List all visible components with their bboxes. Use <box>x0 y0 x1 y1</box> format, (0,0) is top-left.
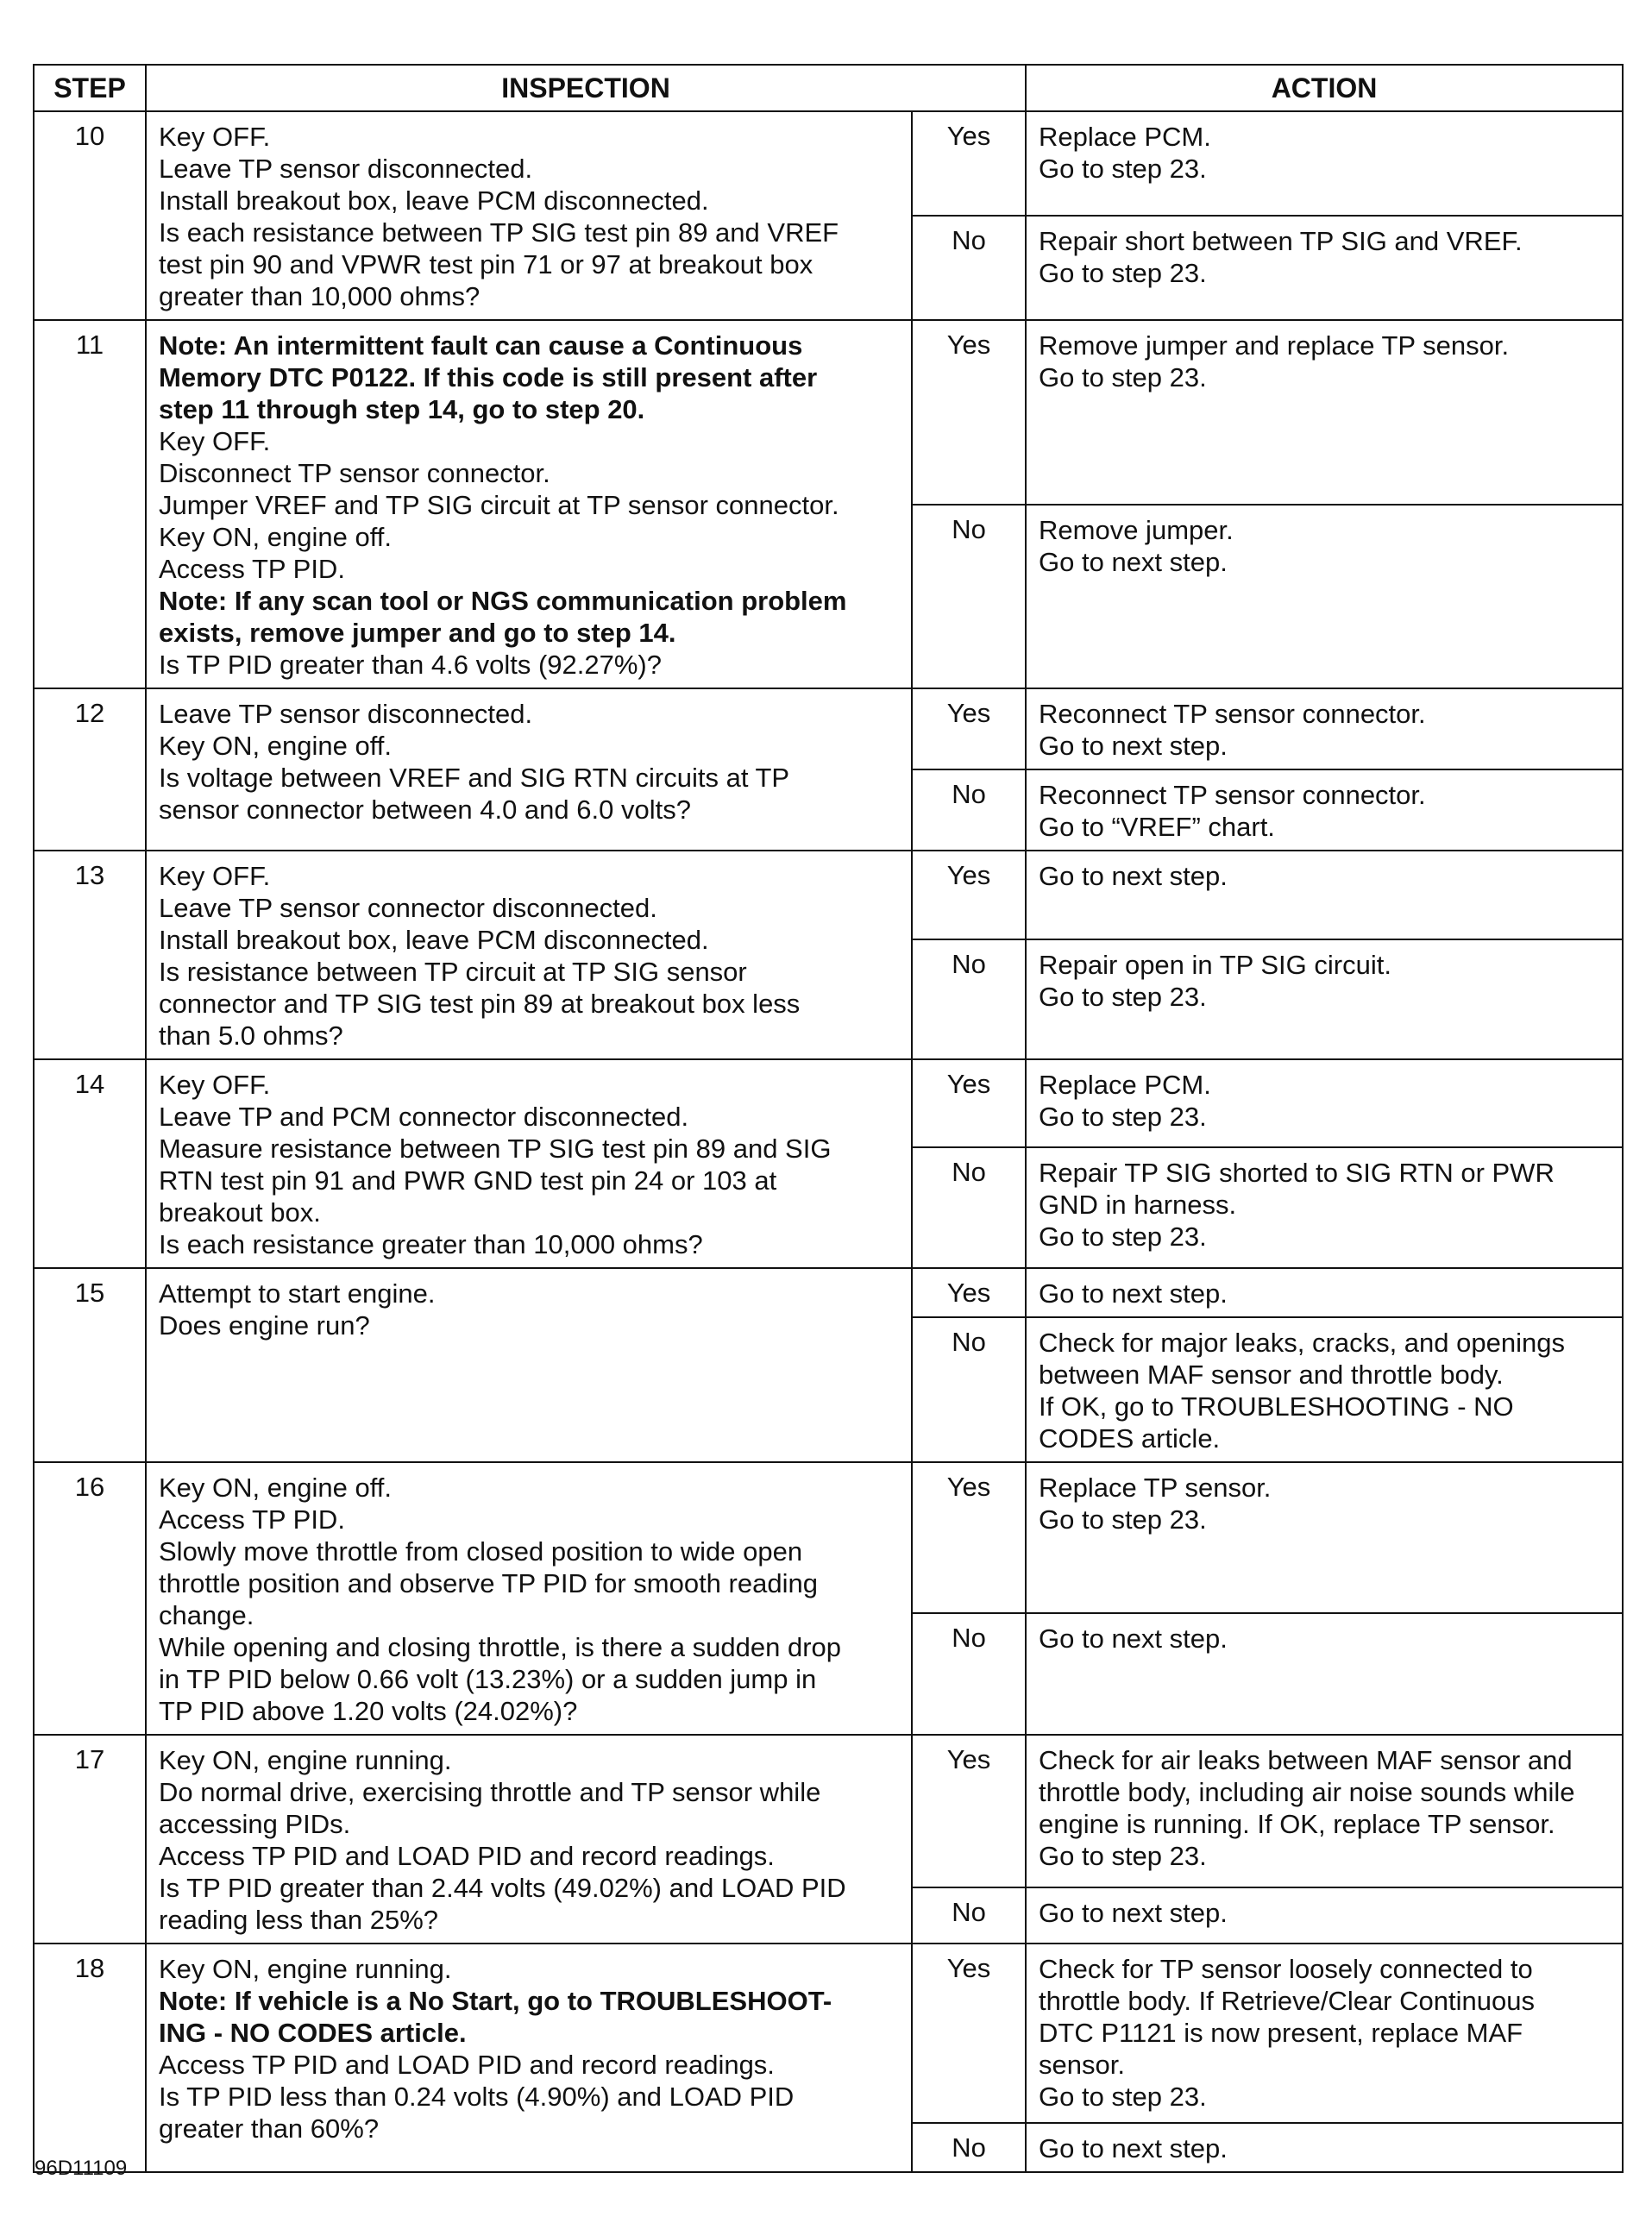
inspection-line: RTN test pin 91 and PWR GND test pin 24 or 103 at <box>159 1165 777 1196</box>
action-line: Replace TP sensor. <box>1039 1473 1272 1503</box>
inspection-line: Access TP PID and LOAD PID and record readings. <box>159 1841 775 1871</box>
table-row <box>34 1944 1623 2123</box>
action-cell <box>1026 851 1623 939</box>
action-cell <box>1026 505 1623 689</box>
answer-cell: Yes <box>912 851 1026 939</box>
action-line: Check for air leaks between MAF sensor and <box>1039 1745 1573 1775</box>
header-action: ACTION <box>1026 65 1623 111</box>
action-cell <box>1026 939 1623 1059</box>
inspection-line: Key ON, engine off. <box>159 1473 392 1503</box>
inspection-line: Disconnect TP sensor connector. <box>159 458 550 488</box>
action-line: Check for major leaks, cracks, and openings <box>1039 1328 1565 1358</box>
inspection-line: greater than 60%? <box>159 2113 380 2144</box>
table-row <box>34 111 1623 216</box>
action-line: Go to next step. <box>1039 1623 1228 1655</box>
step-number: 18 <box>34 1944 146 2172</box>
action-line: Reconnect TP sensor connector. <box>1039 699 1426 729</box>
action-line: Go to step 23. <box>1039 981 1207 1012</box>
inspection-line: Is resistance between TP circuit at TP SIG sensor <box>159 957 747 987</box>
inspection-note: Note: An intermittent fault can cause a Continuous <box>159 330 803 361</box>
inspection-line: Is voltage between VREF and SIG RTN circuits at TP <box>159 763 790 793</box>
step-number: 14 <box>34 1059 146 1268</box>
inspection-line: accessing PIDs. <box>159 1809 351 1839</box>
inspection-line: than 5.0 ohms? <box>159 1020 343 1051</box>
action-line: engine is running. If OK, replace TP sensor. <box>1039 1809 1555 1839</box>
action-line: Go to step 23. <box>1039 1221 1207 1252</box>
inspection-line: Jumper VREF and TP SIG circuit at TP sensor connector. <box>159 490 839 520</box>
table-row <box>34 1268 1623 1317</box>
action-line: Go to next step. <box>1039 1278 1228 1309</box>
answer-cell: Yes <box>912 1735 1026 1887</box>
inspection-line: Do normal drive, exercising throttle and TP sensor while <box>159 1777 821 1807</box>
action-line: Replace PCM. <box>1039 122 1211 152</box>
action-line: throttle body. If Retrieve/Clear Continuous <box>1039 1986 1535 2016</box>
action-line: DTC P1121 is now present, replace MAF <box>1039 2018 1523 2048</box>
inspection-line: Is TP PID greater than 2.44 volts (49.02%) and LOAD PID <box>159 1873 846 1903</box>
action-cell <box>1026 688 1623 769</box>
inspection-line: Leave TP sensor disconnected. <box>159 699 533 729</box>
action-line: Go to next step. <box>1039 731 1228 761</box>
inspection-note: step 11 through step 14, go to step 20. <box>159 394 645 424</box>
action-cell <box>1026 2123 1623 2172</box>
action-cell <box>1026 1147 1623 1268</box>
inspection-note: Note: If any scan tool or NGS communication problem <box>159 586 847 616</box>
answer-cell: Yes <box>912 320 1026 505</box>
inspection-line: Is each resistance between TP SIG test pin 89 and VREF <box>159 217 839 248</box>
inspection-line: sensor connector between 4.0 and 6.0 volts? <box>159 794 691 825</box>
table-row <box>34 688 1623 769</box>
diagnostic-table <box>33 64 1624 2173</box>
action-line: Go to next step. <box>1039 861 1228 891</box>
action-line: Go to step 23. <box>1039 154 1207 184</box>
inspection-note: Note: If vehicle is a No Start, go to TROUBLESHOOT- <box>159 1986 832 2016</box>
inspection-line: Access TP PID and LOAD PID and record readings. <box>159 2050 775 2080</box>
inspection-line: connector and TP SIG test pin 89 at breakout box less <box>159 989 801 1019</box>
answer-cell: No <box>912 216 1026 320</box>
answer-cell: No <box>912 1613 1026 1735</box>
inspection-line: Key OFF. <box>159 861 271 891</box>
inspection-cell <box>146 1268 912 1462</box>
inspection-line: breakout box. <box>159 1197 321 1228</box>
header-inspection: INSPECTION <box>146 65 1026 111</box>
inspection-line: Key OFF. <box>159 1070 271 1100</box>
step-number: 13 <box>34 851 146 1059</box>
figure-id: 96D11109 <box>35 2157 128 2180</box>
inspection-line: Is TP PID less than 0.24 volts (4.90%) and LOAD PID <box>159 2082 795 2112</box>
action-line: Reconnect TP sensor connector. <box>1039 780 1426 810</box>
action-cell <box>1026 1268 1623 1317</box>
inspection-line: Install breakout box, leave PCM disconnected. <box>159 185 709 216</box>
action-line: Remove jumper and replace TP sensor. <box>1039 330 1510 361</box>
table-row <box>34 1462 1623 1613</box>
action-line: Go to next step. <box>1039 1897 1228 1928</box>
inspection-line: Access TP PID. <box>159 1504 345 1535</box>
action-cell <box>1026 1462 1623 1613</box>
table-row <box>34 851 1623 939</box>
inspection-line: Slowly move throttle from closed position to wide open <box>159 1536 803 1567</box>
inspection-line: Leave TP and PCM connector disconnected. <box>159 1102 689 1132</box>
action-cell <box>1026 1735 1623 1887</box>
answer-cell: No <box>912 505 1026 689</box>
header-row <box>34 65 1623 111</box>
inspection-line: Install breakout box, leave PCM disconnected. <box>159 925 709 955</box>
inspection-line: test pin 90 and VPWR test pin 71 or 97 at breakout box <box>159 249 813 279</box>
answer-cell: Yes <box>912 1268 1026 1317</box>
inspection-line: Leave TP sensor disconnected. <box>159 154 533 184</box>
header-step: STEP <box>34 65 146 111</box>
answer-cell: No <box>912 769 1026 851</box>
step-number: 11 <box>34 320 146 688</box>
action-cell <box>1026 1613 1623 1735</box>
inspection-cell <box>146 1462 912 1735</box>
action-line: Repair open in TP SIG circuit. <box>1039 949 1391 980</box>
inspection-cell <box>146 1735 912 1944</box>
inspection-line: TP PID above 1.20 volts (24.02%)? <box>159 1696 578 1726</box>
action-cell <box>1026 1059 1623 1147</box>
answer-cell: Yes <box>912 1059 1026 1147</box>
action-cell <box>1026 1944 1623 2123</box>
inspection-line: Key ON, engine off. <box>159 731 392 761</box>
action-line: Go to step 23. <box>1039 2082 1207 2112</box>
answer-cell: Yes <box>912 111 1026 216</box>
inspection-line: Key OFF. <box>159 426 271 456</box>
table-row <box>34 1059 1623 1147</box>
diagnostic-table-container <box>33 64 1622 2173</box>
answer-cell: Yes <box>912 688 1026 769</box>
inspection-line: in TP PID below 0.66 volt (13.23%) or a sudden jump in <box>159 1664 817 1694</box>
step-number: 10 <box>34 111 146 320</box>
action-line: GND in harness. <box>1039 1189 1237 1220</box>
inspection-note: ING - NO CODES article. <box>159 2018 467 2048</box>
answer-cell: Yes <box>912 1462 1026 1613</box>
inspection-line: Leave TP sensor connector disconnected. <box>159 893 657 923</box>
action-cell <box>1026 216 1623 320</box>
action-line: Go to step 23. <box>1039 258 1207 288</box>
action-line: Repair short between TP SIG and VREF. <box>1039 226 1523 256</box>
inspection-line: Access TP PID. <box>159 554 345 584</box>
inspection-line: Is TP PID greater than 4.6 volts (92.27%)? <box>159 650 662 680</box>
action-cell <box>1026 769 1623 851</box>
inspection-line: greater than 10,000 ohms? <box>159 281 481 311</box>
action-cell <box>1026 320 1623 505</box>
action-line: Go to step 23. <box>1039 362 1207 392</box>
inspection-line: Key ON, engine running. <box>159 1954 452 1984</box>
answer-cell: No <box>912 939 1026 1059</box>
table-row <box>34 1735 1623 1887</box>
action-line: Go to next step. <box>1039 546 1228 577</box>
inspection-line: Is each resistance greater than 10,000 ohms? <box>159 1229 703 1259</box>
action-line: Replace PCM. <box>1039 1070 1211 1100</box>
action-line: between MAF sensor and throttle body. <box>1039 1360 1504 1390</box>
action-line: throttle body, including air noise sounds while <box>1039 1777 1575 1807</box>
table-row <box>34 320 1623 505</box>
inspection-line: Key OFF. <box>159 122 271 152</box>
inspection-cell <box>146 111 912 320</box>
inspection-line: Measure resistance between TP SIG test pin 89 and SIG <box>159 1133 832 1164</box>
inspection-cell <box>146 320 912 688</box>
action-line: CODES article. <box>1039 1423 1221 1454</box>
action-line: If OK, go to TROUBLESHOOTING - NO <box>1039 1391 1514 1422</box>
action-cell <box>1026 1317 1623 1462</box>
inspection-cell <box>146 688 912 851</box>
inspection-cell <box>146 1944 912 2172</box>
step-number: 17 <box>34 1735 146 1944</box>
inspection-line: change. <box>159 1600 254 1630</box>
answer-cell: Yes <box>912 1944 1026 2123</box>
inspection-line: Key ON, engine off. <box>159 522 392 552</box>
step-number: 12 <box>34 688 146 851</box>
inspection-cell <box>146 851 912 1059</box>
answer-cell: No <box>912 1147 1026 1268</box>
action-cell <box>1026 1887 1623 1944</box>
action-cell <box>1026 111 1623 216</box>
action-line: Check for TP sensor loosely connected to <box>1039 1954 1533 1984</box>
step-number: 15 <box>34 1268 146 1462</box>
inspection-line: throttle position and observe TP PID for smooth reading <box>159 1568 818 1598</box>
action-line: Go to next step. <box>1039 2133 1228 2163</box>
inspection-note: exists, remove jumper and go to step 14. <box>159 618 676 648</box>
action-line: Go to step 23. <box>1039 1841 1207 1871</box>
action-line: Repair TP SIG shorted to SIG RTN or PWR <box>1039 1157 1555 1188</box>
inspection-line: While opening and closing throttle, is there a sudden drop <box>159 1632 841 1662</box>
action-line: sensor. <box>1039 2050 1125 2080</box>
action-line: Go to step 23. <box>1039 1504 1207 1535</box>
inspection-cell <box>146 1059 912 1268</box>
action-line: Go to “VREF” chart. <box>1039 812 1275 842</box>
inspection-line: Key ON, engine running. <box>159 1745 452 1775</box>
step-number: 16 <box>34 1462 146 1735</box>
inspection-note: Memory DTC P0122. If this code is still present after <box>159 362 818 392</box>
answer-cell: No <box>912 1317 1026 1462</box>
inspection-line: Does engine run? <box>159 1310 370 1341</box>
inspection-line: Attempt to start engine. <box>159 1278 436 1309</box>
inspection-line: reading less than 25%? <box>159 1905 439 1935</box>
action-line: Go to step 23. <box>1039 1102 1207 1132</box>
answer-cell: No <box>912 2123 1026 2172</box>
answer-cell: No <box>912 1887 1026 1944</box>
action-line: Remove jumper. <box>1039 514 1234 545</box>
